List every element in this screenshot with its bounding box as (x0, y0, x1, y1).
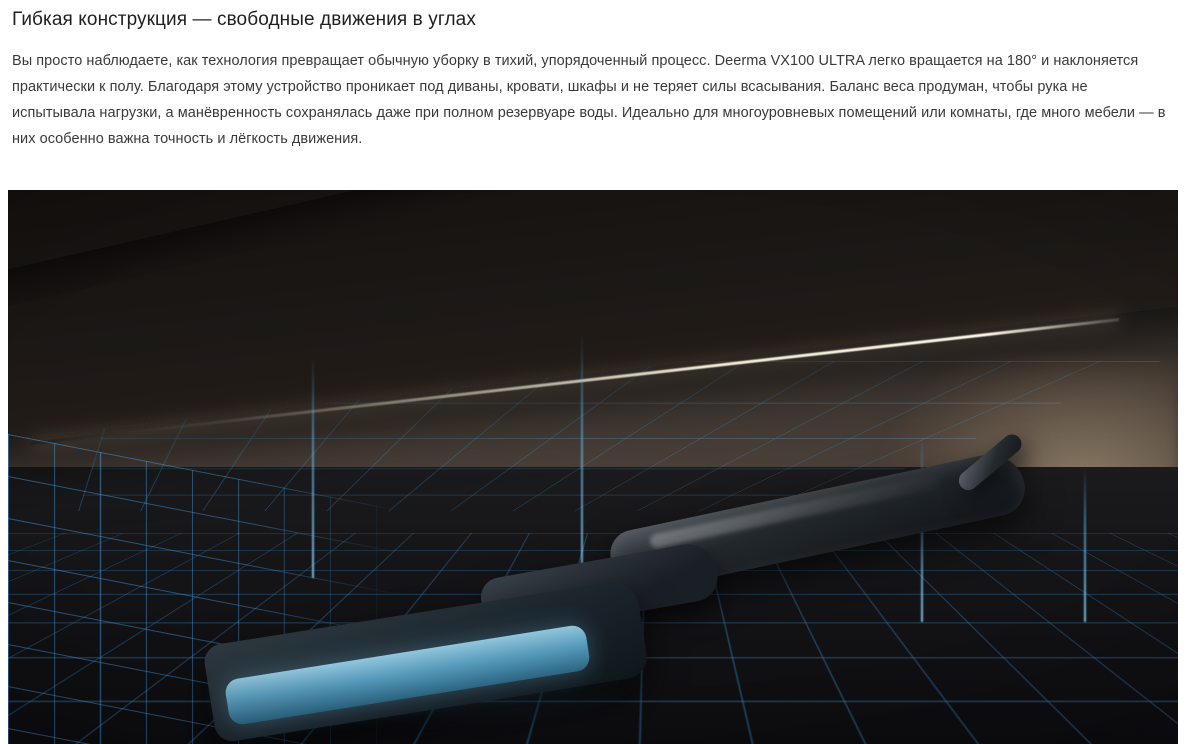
vacuum-cleaner (207, 445, 1120, 733)
furniture-slab-front (8, 190, 1178, 317)
scene-illustration (8, 190, 1178, 744)
section-paragraph: Вы просто наблюдаете, как технология превращает обычную уборку в тихий, упорядоченный процесс. Deerma VX100 ULTRA легко вращается на 180° и наклоняется практически к полу. Благодаря этому устройство проникает под диваны, кровати, шкафы и не теряет силы всасывания. Баланс веса продуман, чтобы рука не испытывала нагрузки, а манёвренность сохранялась даже при полном резервуаре воды. Идеально для многоуровневых помещений или комнаты, где много мебели — в них особенно важна точность и лёгкость движения. (12, 53, 1166, 147)
vacuum-highlight (649, 474, 939, 549)
product-image (8, 190, 1178, 744)
page-title: Гибкая конструкция — свободные движения в углах (12, 9, 476, 30)
